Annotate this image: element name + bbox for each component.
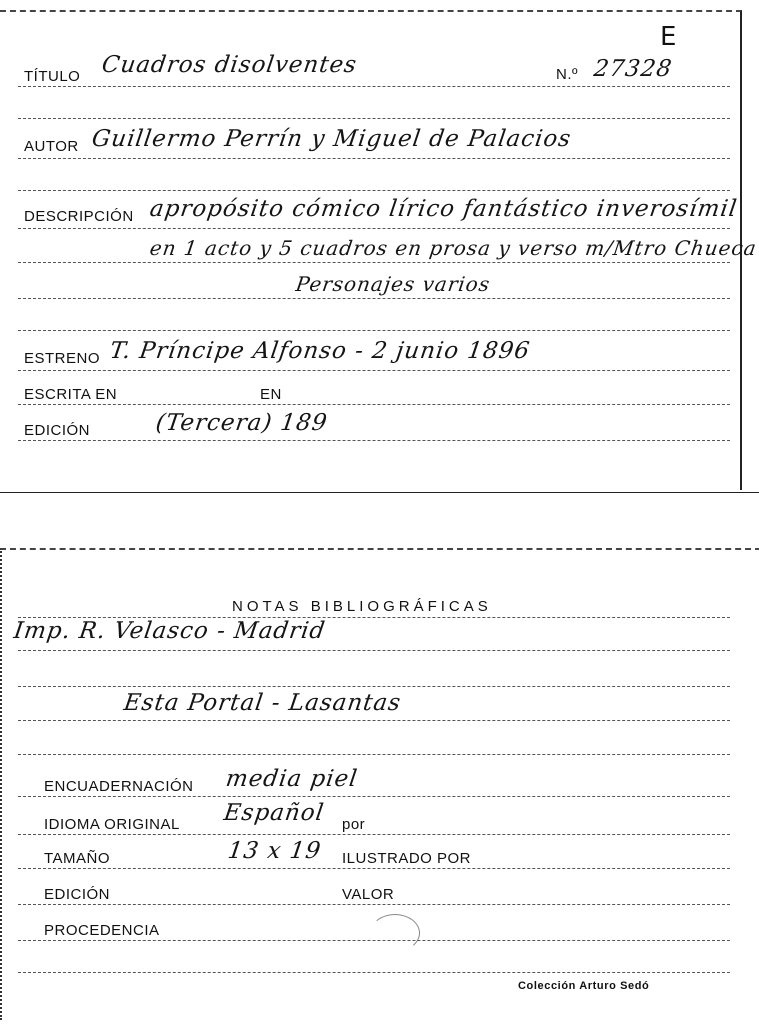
rule-descripcion-2 <box>18 262 730 263</box>
catalog-mark-e: E <box>660 22 677 52</box>
escrita-en-label: ESCRITA EN <box>24 386 118 403</box>
rule-procedencia <box>18 940 730 941</box>
numero-label: N.º <box>556 66 578 83</box>
rule-autor <box>18 158 730 159</box>
imprenta-value: Imp. R. Velasco - Madrid <box>12 618 328 644</box>
titulo-label: TÍTULO <box>24 68 81 85</box>
rule-blank-4 <box>18 686 730 687</box>
rule-blank-1 <box>18 118 730 119</box>
rule-nota <box>18 720 730 721</box>
por-label: por <box>342 816 366 833</box>
rule-idioma <box>18 834 730 835</box>
descripcion-line-1: apropósito cómico lírico fantástico inverosímil <box>148 196 740 222</box>
edicion-bottom-label: EDICIÓN <box>44 886 111 903</box>
card-separator <box>0 492 759 493</box>
rule-titulo <box>18 86 730 87</box>
idioma-value: Español <box>222 800 326 826</box>
descripcion-line-2: en 1 acto y 5 cuadros en prosa y verso m/Mtro Chueca <box>148 236 759 260</box>
autor-value: Guillermo Perrín y Miguel de Palacios <box>90 126 573 152</box>
rule-encuadernacion <box>18 796 730 797</box>
notas-title: NOTAS BIBLIOGRÁFICAS <box>232 598 492 615</box>
edicion-value: (Tercera) 189 <box>154 410 330 436</box>
estreno-value: T. Príncipe Alfonso - 2 junio 1896 <box>108 338 532 364</box>
rule-descripcion-3 <box>18 298 730 299</box>
autor-label: AUTOR <box>24 138 79 155</box>
coleccion-credit: Colección Arturo Sedó <box>518 980 650 992</box>
rule-tamano <box>18 868 730 869</box>
numero-value: 27328 <box>592 56 674 82</box>
valor-label: VALOR <box>342 886 395 903</box>
titulo-value: Cuadros disolventes <box>100 52 359 78</box>
edicion-label: EDICIÓN <box>24 422 91 439</box>
descripcion-line-3: Personajes varios <box>294 272 492 296</box>
rule-escrita <box>18 404 730 405</box>
rule-blank-5 <box>18 754 730 755</box>
descripcion-label: DESCRIPCIÓN <box>24 208 134 225</box>
stamp-mark-icon <box>370 914 420 952</box>
encuadernacion-label: ENCUADERNACIÓN <box>44 778 194 795</box>
rule-edicion-bottom <box>18 904 730 905</box>
rule-blank-6 <box>18 972 730 973</box>
nota-value: Esta Portal - Lasantas <box>122 690 403 716</box>
tamano-label: TAMAÑO <box>44 850 111 867</box>
en-label: EN <box>260 386 282 403</box>
rule-imprenta <box>18 650 730 651</box>
procedencia-label: PROCEDENCIA <box>44 922 160 939</box>
idioma-label: IDIOMA ORIGINAL <box>44 816 180 833</box>
ilustrado-label: ILUSTRADO POR <box>342 850 472 867</box>
estreno-label: ESTRENO <box>24 350 101 367</box>
rule-edicion <box>18 440 730 441</box>
tamano-value: 13 x 19 <box>226 838 323 864</box>
rule-estreno <box>18 370 730 371</box>
encuadernacion-value: media piel <box>224 766 360 792</box>
rule-blank-3 <box>18 330 730 331</box>
rule-descripcion-1 <box>18 228 730 229</box>
rule-blank-2 <box>18 190 730 191</box>
